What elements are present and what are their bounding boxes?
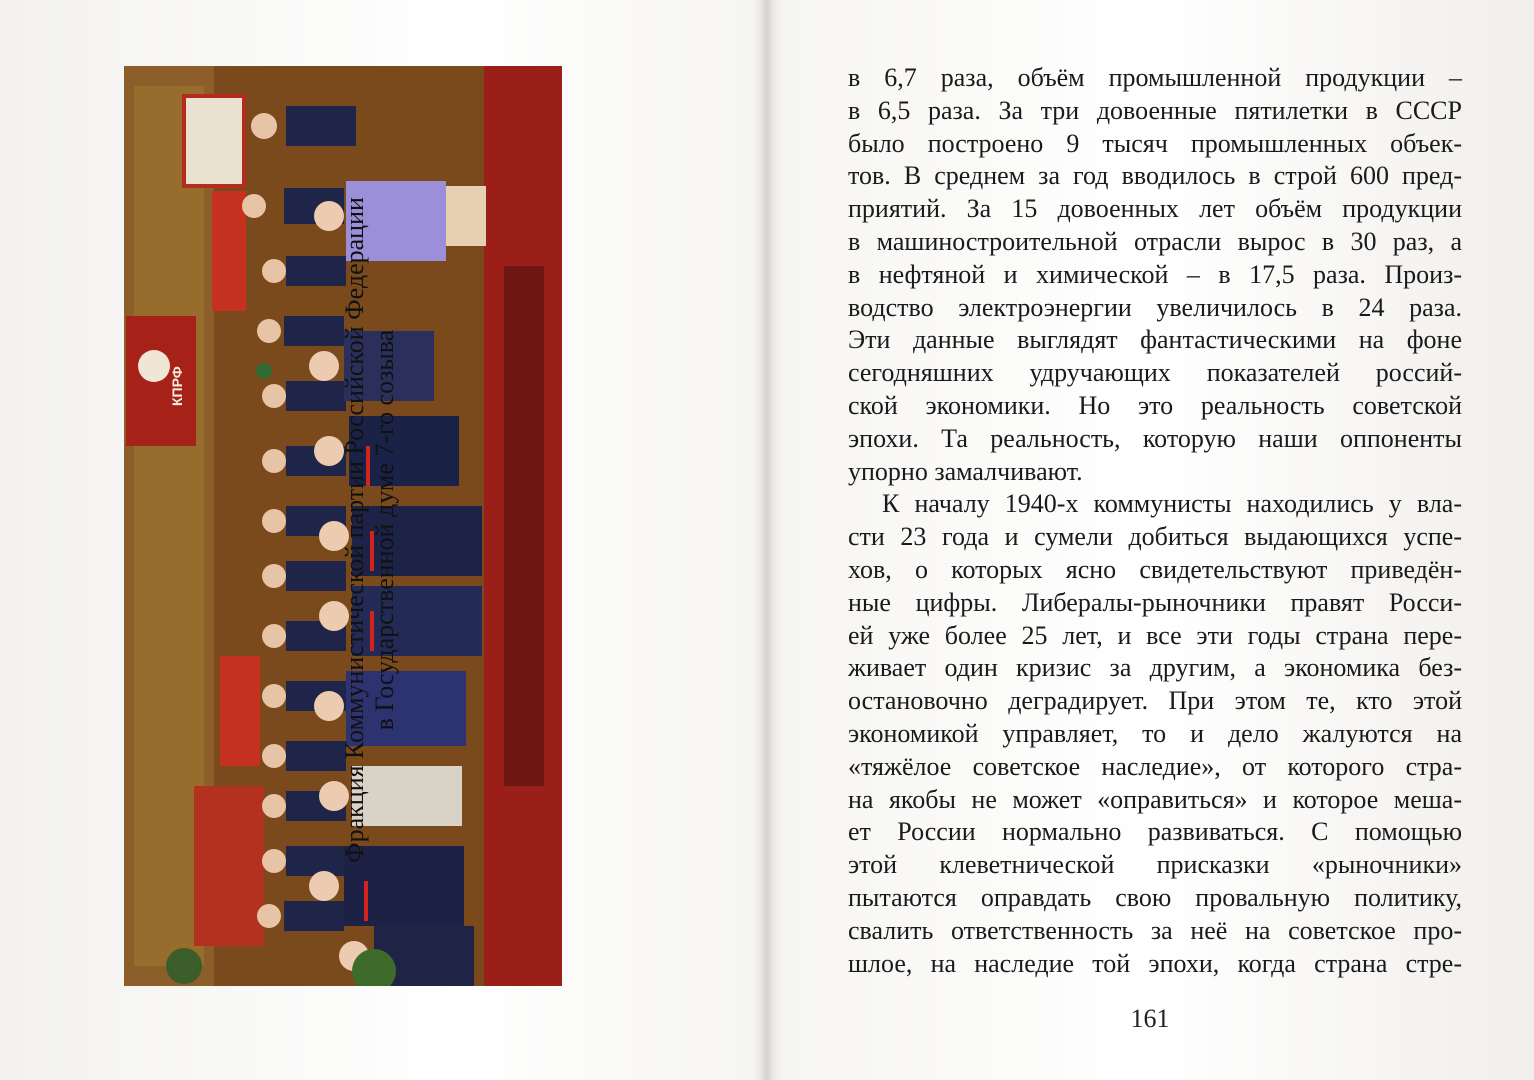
- text-line: в 6,5 раза. За три довоенные пятилетки в СССР: [848, 95, 1462, 125]
- text-line: ей уже более 25 лет, и все эти годы страна пере-: [848, 620, 1462, 650]
- text-line: тов. В среднем за год вводилось в строй 600 пред-: [848, 161, 1462, 191]
- text-line: упорно замалчивают.: [848, 456, 1083, 486]
- emblem-text: КПРФ: [169, 366, 185, 406]
- text-line: Эти данные выглядят фантастическими на фоне: [848, 325, 1462, 355]
- text-line: эпохи. Та реальность, которую наши оппоненты: [848, 423, 1462, 453]
- text-line: этой клеветнической присказки «рыночники»: [848, 850, 1462, 880]
- text-line: ет России нормально развиваться. С помощью: [848, 817, 1462, 847]
- emblem-icon: [138, 350, 170, 382]
- text-line: в 6,7 раза, объём промышленной продукции –: [848, 63, 1462, 92]
- text-line: пытаются оправдать свою провальную политику,: [848, 882, 1462, 912]
- text-line: остановочно деградирует. При этом те, кто этой: [848, 686, 1462, 716]
- text-line: в машиностроительной отрасли вырос в 30 раз, а: [848, 226, 1462, 256]
- caption-line-2: в Государственной думе 7-го созыва: [370, 329, 399, 731]
- text-line: экономикой управляет, то и дело жалуются на: [848, 718, 1462, 748]
- text-line: живает один кризис за другим, а экономика без-: [848, 653, 1462, 683]
- page-fold: [760, 0, 774, 1080]
- text-line: шлое, на наследие той эпохи, когда страна стре-: [848, 948, 1462, 978]
- text-line: водство электроэнергии увеличилось в 24 раза.: [848, 292, 1462, 322]
- text-line: ные цифры. Либералы-рыночники правят Росси-: [848, 587, 1462, 617]
- text-line: ской экономики. Но это реальность советской: [848, 390, 1462, 420]
- caption-line-1: Фракция Коммунистической партии Российской Федерации: [340, 197, 369, 863]
- text-line: хов, о которых ясно свидетельствуют приведён-: [848, 554, 1462, 584]
- text-line: К началу 1940-х коммунисты находились у вла-: [882, 489, 1462, 519]
- text-line: свалить ответственность за неё на советское про-: [848, 915, 1462, 945]
- text-line: «тяжёлое советское наследие», от которого стра-: [848, 751, 1462, 781]
- text-line: на якобы не может «оправиться» и которое меша-: [848, 784, 1462, 814]
- body-text: [848, 62, 1462, 980]
- text-line: сегодняшних удручающих показателей россий-: [848, 358, 1462, 388]
- text-line: приятий. За 15 довоенных лет объём продукции: [848, 194, 1462, 224]
- page-number: 161: [1130, 1004, 1170, 1033]
- text-line: было построено 9 тысяч промышленных объек-: [848, 128, 1462, 158]
- text-line: сти 23 года и сумели добиться выдающихся успе-: [848, 522, 1462, 552]
- photo-caption: [340, 90, 400, 970]
- text-line: в нефтяной и химической – в 17,5 раза. Произ-: [848, 259, 1462, 289]
